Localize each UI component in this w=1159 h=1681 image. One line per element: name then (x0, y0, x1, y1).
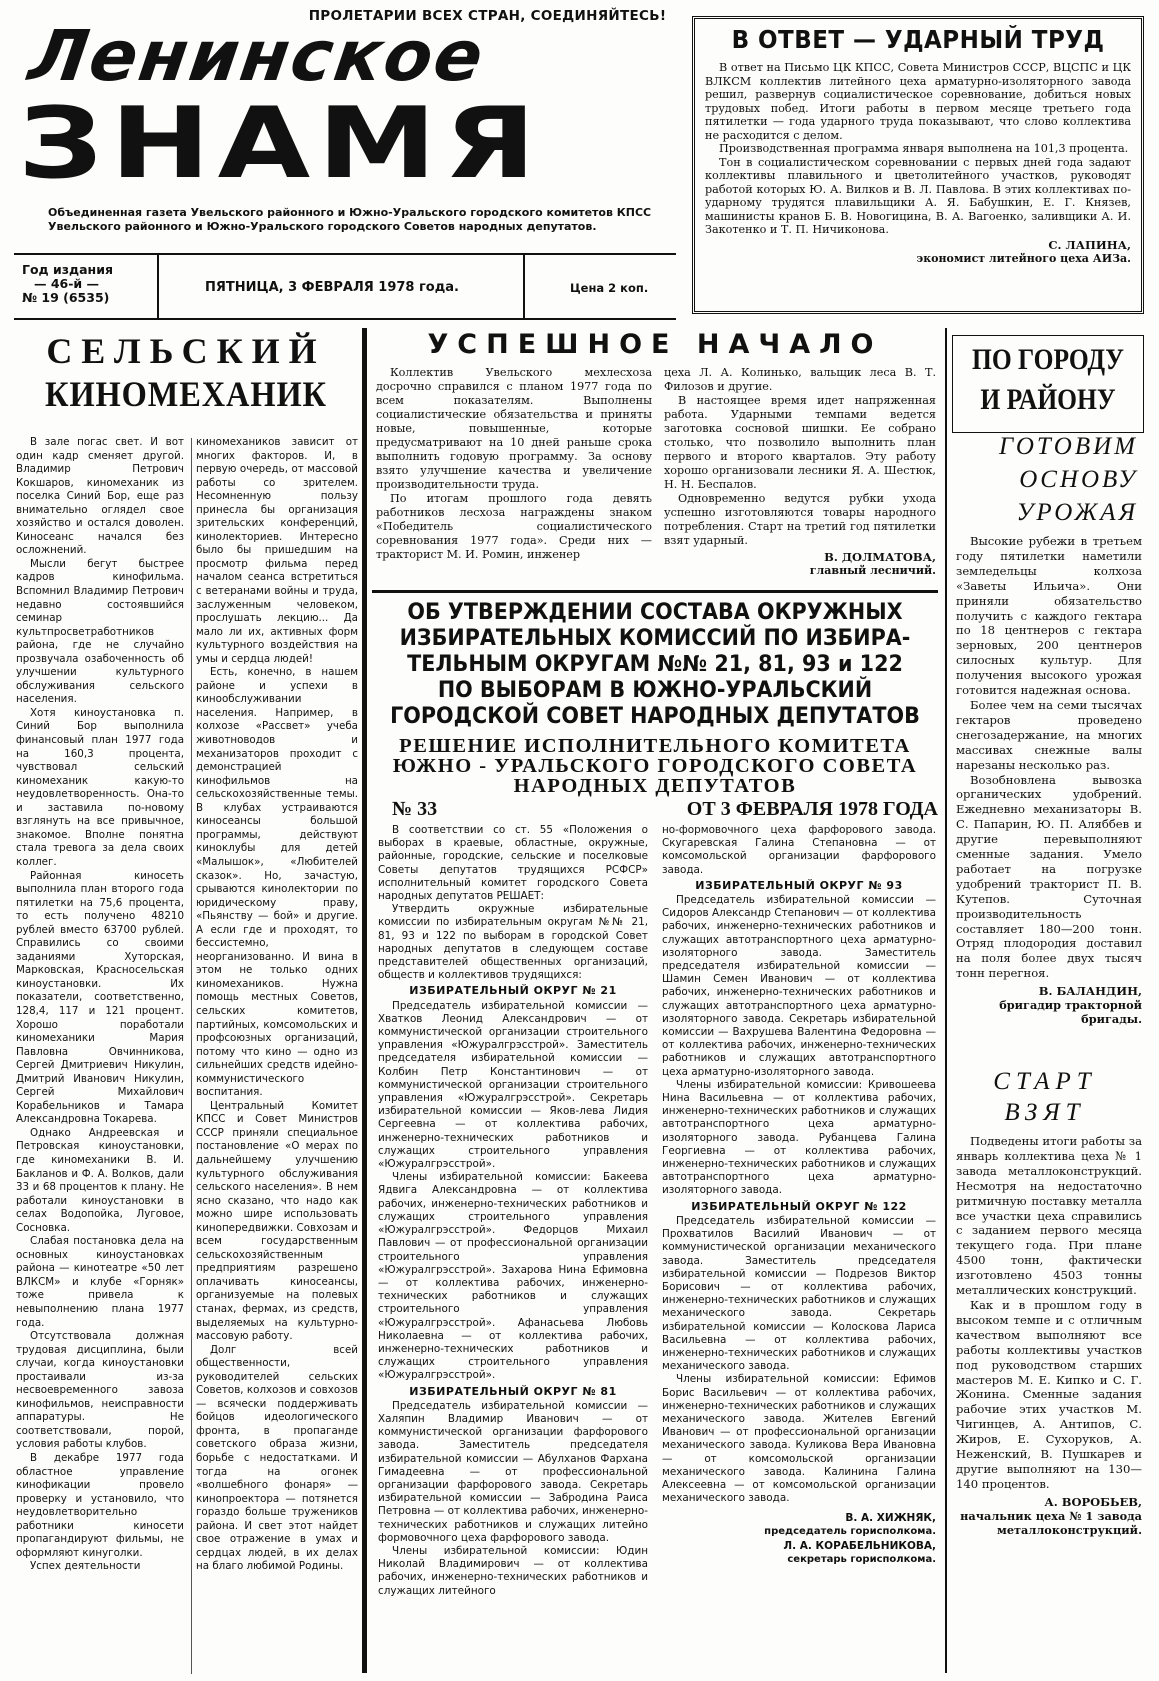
newspaper-title-line1: Ленинское (24, 15, 490, 97)
district-93-heading: ИЗБИРАТЕЛЬНЫЙ ОКРУГ № 93 (695, 878, 903, 892)
sub1-line: ОСНОВУ (1019, 466, 1138, 493)
masthead-subtitle: Объединенная газета Увельского районного и Южно-Уральского городского комитетов КПСС Увельского районного и Южно-Уральского городского Советов народных депутатов. (48, 206, 652, 233)
paragraph: Председатель избирательной комиссии — Халяпин Владимир Иванович — от коммунистической организации фарфорового завода. Заместитель председателя избирательной комиссии — Абулханов Фархана Гимадеевна — от профессиональной организации фарфорового завода. Секретарь избирательной комиссии — Забродина Раиса Петровна — от коллектива рабочих, инженерно-технических работников и служащих литейно формовочного цеха фарфорового завода. (378, 1399, 648, 1544)
sub2-signature: А. ВОРОБЬЕВ, (1044, 1494, 1142, 1509)
paragraph: Как и в прошлом году в высоком темпе и с отличным качеством выполняют все работы коллективы участков под руководством старших мастеров М. Е. Кипко и С. Г. Жонина. Сменные задания рабочие этих участков М. Чигинцев, А. Антипов, С. Жиров, Е. Сухоруков, А. Неженский, В. Пушкарев и другие выполняют на 130—140 процентов. (956, 1297, 1142, 1491)
box-article-body (705, 61, 1131, 237)
sub2-signature-role: начальник цеха № 1 завода металлоконструкций. (960, 1508, 1142, 1537)
paragraph: В декабре 1977 года областное управление кинофикации провело проверку и установило, что неудовлетворительно работники киносети пропагандируют фильмы, не оформляют кинуголки. (16, 1452, 184, 1559)
sub1-signature: В. БАЛАНДИН, (1038, 984, 1142, 999)
sub2-body (956, 1134, 1142, 1537)
center-top-signature: В. ДОЛМАТОВА, (824, 550, 936, 564)
year-label: Год издания (22, 262, 113, 277)
subhead-line: ЮЖНО - УРАЛЬСКОГО ГОРОДСКОГО СОВЕТА (392, 755, 918, 777)
paragraph: но-формовочного цеха фарфорового завода. Скугаревская Галина Степановна — от комсомольской организации фарфорового завода. (662, 824, 936, 876)
left-title-line2: КИНОМЕХАНИК (45, 374, 327, 414)
center-top-signature-role: главный лесничий. (809, 564, 936, 577)
paragraph: Председатель избирательной комиссии — Сидоров Александр Степанович — от коллектива рабочих, инженерно-технических работников и служащих автотранспортного цеха арматурно-изоляторного завода. Заместитель председателя избирательной комиссии — Шамин Семен Иванович — от коллектива рабочих, инженерно-технических работников и служащих автотранспортного цеха арматурно-изоляторного завода. Секретарь избирательной комиссии — Вахрушева Валентина Федоровна — от коллектива рабочих, инженерно-технических работников и служащих автотранспортного цеха арматурно-изоляторного завода. (662, 894, 936, 1078)
paragraph: В настоящее время идет напряженная работа. Ударными темпами ведется заготовка сосновой шишки. Ее собрано столько, что позволило выполнить план первого и второго кварталов. Эту работу хорошо организовали лесники Я. А. Шестюк, Н. Н. Беспалов. (664, 394, 936, 491)
box-article (692, 16, 1144, 314)
district-122-heading: ИЗБИРАТЕЛЬНЫЙ ОКРУГ № 122 (691, 1199, 907, 1213)
masthead-rule-bottom (14, 318, 676, 320)
decision-col1 (378, 824, 648, 1664)
paragraph: Члены избирательной комиссии: Ефимов Борис Васильевич — от коллектива рабочих, инженерно-технических работников и служащих механического завода. Жителев Евгений Иванович — от профессиональной организации механического завода. Куликова Вера Ивановна — от комсомольской организации механического завода. Калинина Галина Алексеевна — от комсомольской организации механического завода. (662, 1373, 936, 1505)
paragraph: Слабая постановка дела на основных киноустановках района — кинотеатре «50 лет ВЛКСМ» и клубе «Горняк» тоже привела к невыполнению плана 1977 года. (16, 1235, 184, 1329)
column-rule-left (362, 328, 367, 1673)
paragraph: Члены избирательной комиссии: Бакеева Ядвига Александровна — от коллектива рабочих, инженерно-технических работников и служащих строительного управления «Южуралгрэсстрой». Федорцов Михаил Павлович — от профессиональной организации строительного управления «Южуралгрэсстрой». Захарова Нина Ефимовна — от коллектива рабочих, инженерно-технических работников и служащих строительного управления «Южуралгрэсстрой». Афанасьева Любовь Николаевна — от коллектива рабочих, инженерно-технических работников и служащих строительного управления «Южуралгрэсстрой». (378, 1171, 648, 1382)
left-article-col1 (16, 436, 184, 1676)
decision-signature-1: В. А. ХИЖНЯК, (845, 1512, 936, 1525)
paragraph: Члены избирательной комиссии: Юдин Николай Владимирович — от коллектива рабочих, инженерно-технических работников и служащих литейного (378, 1544, 648, 1597)
box-article-title: В ОТВЕТ — УДАРНЫЙ ТРУД (731, 25, 1105, 54)
paragraph: Председатель избирательной комиссии — Хватков Леонид Александрович — от коммунистической организации строительного управления «Южуралгрэсстрой». Заместитель председателя избирательной комиссии — Колбин Петр Константинович — от коммунистической организации строительного управления «Южуралгрэсстрой». Секретарь избирательной комиссии — Яков-лева Лидия Сергеевна — от коллектива рабочих, инженерно-технических работников и служащих строительного управления «Южуралгрэсстрой». (378, 999, 648, 1171)
right-title-line2: И РАЙОНУ (980, 383, 1116, 416)
sub1-line: ГОТОВИМ (998, 433, 1138, 460)
paragraph: Тон в социалистическом соревновании с первых дней года задают коллективы плавильного и цветолитейного участков, руководят работой которых Ю. А. Вилков и В. Л. Павлова. В этих коллективах по-ударному трудятся плавильщики А. Я. Бабушкин, Е. Г. Князев, машинисты кранов Б. В. Новогицина, В. А. Вагоенко, заливщики А. И. Закотенко и Т. П. Ничиконова. (705, 155, 1131, 236)
decision-col2 (662, 824, 936, 1664)
center-top-col1 (376, 366, 652, 562)
sub2-line: СТАРТ (993, 1068, 1097, 1095)
headline-line: ТЕЛЬНЫМ ОКРУГАМ №№ 21, 81, 93 и 122 (407, 652, 903, 677)
year-value: — 46-й — (34, 276, 100, 291)
paragraph: Районная киносеть выполнила план второго года пятилетки на 75,6 процента, то есть получено 48210 рублей вместо 63700 рублей. Справились со своими заданиями Хуторская, Марковская, Красносельская киноустановки. Их показатели, соответственно, 128,4, 117 и 121 процент. Хорошо поработали киномеханики Мария Павловна Овчинникова, Сергей Дмитриевич Никулин, Дмитрий Иванович Никулин, Сергей Михайлович Корабельников и Тамара Александровна Токарева. (16, 869, 184, 1126)
headline-line: ПО ВЫБОРАМ В ЮЖНО-УРАЛЬСКИЙ (437, 678, 873, 703)
paragraph: По итогам прошлого года девять работников лесхоза награждены знаком «Победитель социалистического соревнования 1977 года». Среди них — тракторист М. И. Ромин, инженер (376, 492, 652, 561)
sub2-heading (952, 1066, 1138, 1128)
district-21-heading: ИЗБИРАТЕЛЬНЫЙ ОКРУГ № 21 (409, 984, 617, 998)
sub1-line: УРОЖАЯ (1016, 499, 1138, 526)
paragraph: Есть, конечно, в нашем районе и успехи в кинообслуживании населения. Например, в колхозе «Рассвет» учеба животноводов и механизаторов проходит с демонстрацией кинофильмов на сельскохозяйственные темы. В клубах устраиваются киносеансы большой программы, действуют киноклубы для детей «Малышок», «Любителей сказок». Но, зачастую, срываются кинолектории по юридическому праву, «Пьянству — бой» и другие. А если где и проходят, то бессистемно, неорганизованно. И вина в этом не только одних киномехаников. Нужна помощь местных Советов, сельских комитетов, партийных, комсомольских и профсоюзных организаций, потому что кино — одно из сильнейших средств идейно-коммунистического воспитания. (196, 666, 358, 1099)
left-article-title (16, 330, 356, 416)
paragraph: Центральный Комитет КПСС и Совет Министров СССР приняли специальное постановление «О мерах по дальнейшему улучшению культурного обслуживания сельского населения». В нем ясно сказано, что надо как можно шире использовать кинопередвижки. Совхозам и всем государственным сельскохозяйственным предприятиям разрешено оплачивать киносеансы, организуемые на полевых станах, фермах, из средств, выделяемых на культурно-массовую работу. (196, 1099, 358, 1343)
paragraph: Успех деятельности (30, 1560, 141, 1573)
paragraph: В соответствии со ст. 55 «Положения о выборах в краевые, областные, окружные, районные, городские, сельские и поселковые Советы депутатов трудящихся РСФСР» исполнительный комитет городского Совета народных депутатов РЕШАЕТ: (378, 824, 648, 903)
district-81-heading: ИЗБИРАТЕЛЬНЫЙ ОКРУГ № 81 (409, 1384, 617, 1398)
headline-line: ОБ УТВЕРЖДЕНИИ СОСТАВА ОКРУЖНЫХ (407, 600, 903, 625)
paragraph: Председатель избирательной комиссии — Прохватилов Василий Иванович — от коммунистической организации механического завода. Заместитель председателя избирательной комиссии — Подрезов Виктор Борисович — от коллектива рабочих, инженерно-технических работников и служащих механического завода. Секретарь избирательной комиссии — Колоскова Лариса Васильевна — от коллектива рабочих, инженерно-технических работников и служащих механического завода. (662, 1214, 936, 1373)
decision-signature-2: Л. А. КОРАБЕЛЬНИКОВА, (783, 1540, 936, 1553)
decision-signature-2-role: секретарь горисполкома. (787, 1554, 936, 1566)
slogan: ПРОЛЕТАРИИ ВСЕХ СТРАН, СОЕДИНЯЙТЕСЬ! (308, 8, 667, 24)
paragraph: цеха Л. А. Колинько, вальщик леса В. Т. Филозов и другие. (664, 366, 936, 393)
paragraph: Долг всей общественности, руководителей сельских Советов, колхозов и совхозов — всячески поддерживать бойцов идеологического фронта, в пропаганде советского образа жизни, борьбе с недостатками. И тогда на огонек «волшебного фонаря» — кинопроектора — потянется гораздо больше тружеников района. И свет этот найдет свое отражение в умах и сердцах людей, в их делах на благо любимой Родины. (196, 1343, 358, 1573)
right-column-title-box (952, 335, 1144, 433)
box-article-signature-role: экономист литейного цеха АИЗа. (916, 251, 1131, 265)
paragraph: Отсутствовала должная трудовая дисциплина, были случаи, когда киноустановки простаивали из-за несвоевременного завоза кинофильмов, неисправности аппаратуры. Не соответствовали, порой, условия работы клубов. (16, 1330, 184, 1451)
headline-line: ИЗБИРАТЕЛЬНЫХ КОМИССИЙ ПО ИЗБИРА- (399, 626, 911, 651)
paragraph: Производственная программа января выполнена на 101,3 процента. (719, 142, 1129, 155)
paragraph: Однако Андреевская и Петровская киноустановки, где киномеханики В. И. Бакланов и Ф. А. Волков, дали 33 и 68 процентов к плану. Не работали киноустановки в селах Водопойка, Луговое, Сосновка. (16, 1126, 184, 1234)
newspaper-title-line2: ЗНАМЯ (18, 87, 544, 201)
subhead-line: НАРОДНЫХ ДЕПУТАТОВ (513, 775, 797, 797)
column-rule-right (945, 328, 947, 1673)
sub1-heading (952, 430, 1138, 529)
paragraph: Подведены итоги работы за январь коллектива цеха № 1 завода металлоконструкций. Несмотря на недостаточно ритмичную поставку металла все участки цеха справились с заданием первого месяца текущего года. При плане 4500 тонн, фактически изготовлено 4503 тонны металлических конструкций. (956, 1134, 1142, 1298)
paragraph: В зале погас свет. И вот один кадр сменяет другой. Владимир Петрович Кокшаров, киномеханик из поселка Синий Бор, еще раз внимательно оглядел свое хозяйство и остался доволен. Киносеанс начался без осложнений. (16, 436, 184, 557)
paragraph: Хотя киноустановка п. Синий Бор выполнила финансовый план 1977 года на 160,3 процента, чувствовал сельский киномеханик какую-то неудовлетворенность. Она-то и заставила по-новому взглянуть на все привычное, знакомое. Вполне понятна стала тревога за дела своих коллег. (16, 706, 184, 868)
paragraph: Одновременно ведутся рубки ухода успешно изготовляются товары народного потребления. Старт на третий год пятилетки взят ударный. (664, 492, 936, 547)
paragraph: Возобновлена вывозка органических удобрений. Ежедневно механизаторы В. С. Папарин, Ю. П. Аляббев и другие перевыполняют сменные задания. Умело работает на погрузке удобрений тракторист П. В. Кутепов. Суточная производительность составляет 180—200 тонн. Отряд плодородия доставил на поля более двух тысяч тонн перегноя. (956, 772, 1142, 981)
decision-signature-1-role: председатель горисполкома. (764, 1526, 936, 1538)
sub2-line: ВЗЯТ (1004, 1099, 1086, 1126)
subhead-line: РЕШЕНИЕ ИСПОЛНИТЕЛЬНОГО КОМИТЕТА (399, 735, 911, 757)
price: Цена 2 коп. (570, 281, 649, 295)
paragraph: Коллектив Увельского мехлесхоза досрочно справился с планом 1977 года по всем показателям. Выполнены социалистические обязательства и приняты новые, повышенные, которые предусматривают на 10 дней раньше срока выполнить годовую программу. За основу взято улучшение качества и увеличение производительности труда. (376, 366, 652, 491)
paragraph: Высокие рубежи в третьем году пятилетки наметили земледельцы колхоза «Заветы Ильича». Они приняли обязательство получить с каждого гектара по 18 центнеров с гектара зерновых, 200 центнеров силосных культур. Для получения высокого урожая готовится надежная основа. (956, 534, 1142, 698)
paragraph: Более чем на семи тысячах гектаров проведено снегозадержание, на многих массивах снежные валы нарезаны несколько раз. (956, 697, 1142, 772)
paragraph: Члены избирательной комиссии: Кривошеева Нина Васильевна — от коллектива рабочих, инженерно-технических работников и служащих автотранспортного цеха арматурно-изоляторного завода. Рубанцева Галина Георгиевна — от коллектива рабочих, инженерно-технических работников и служащих автотранспортного цеха арматурно-изоляторного завода. (662, 1078, 936, 1197)
sub1-signature-role: бригадир тракторной бригады. (999, 998, 1142, 1027)
paragraph: киномехаников зависит от многих факторов. И, в первую очередь, от массовой работы со зрителем. Несомненную пользу принесла бы организация зрительских конференций, кинолекториев. Интересно было бы пришедшим на просмотр фильма перед началом сеанса встретиться с ветеранами войны и труда, заслуженным человеком, прослушать лекцию... Да мало ли их, активных форм культурного воздействия на умы и сердца людей! (196, 436, 358, 665)
masthead-rule-top (14, 253, 676, 255)
issue-number: № 19 (6535) (22, 290, 110, 305)
decision-number: № 33 (392, 798, 438, 820)
left-title-line1: СЕЛЬСКИЙ (46, 331, 326, 371)
paragraph: Утвердить окружные избирательные комиссии по избирательным округам №№ 21, 81, 93 и 122 по выборам в городской Совет народных депутатов в следующем составе представителей общественных организаций, обществ и коллективов трудящихся: (378, 903, 648, 982)
decision-headline (389, 600, 921, 730)
center-top-title: УСПЕШНОЕ НАЧАЛО (427, 329, 883, 360)
paragraph: Мысли бегут быстрее кадров кинофильма. Вспомнил Владимир Петрович недавно состоявшийся семинар культпросветработников района, где не случайно прозвучала озабоченность об улучшении культурного обслуживания сельского населения. (16, 557, 184, 706)
left-article-col2 (196, 436, 358, 1676)
decision-subhead (372, 736, 938, 796)
center-top-col2 (664, 366, 936, 578)
issue-date: ПЯТНИЦА, 3 ФЕВРАЛЯ 1978 года. (205, 280, 459, 295)
right-title-line1: ПО ГОРОДУ (971, 343, 1125, 376)
box-article-signature: С. ЛАПИНА, (1048, 237, 1131, 252)
decision-date: ОТ 3 ФЕВРАЛЯ 1978 ГОДА (686, 798, 938, 820)
sub1-body (956, 534, 1142, 1026)
headline-line: ГОРОДСКОЙ СОВЕТ НАРОДНЫХ ДЕПУТАТОВ (390, 704, 920, 729)
paragraph: В ответ на Письмо ЦК КПСС, Совета Министров СССР, ВЦСПС и ЦК ВЛКСМ коллектив литейного цеха арматурно-изоляторного завода решил, развернув социалистическое соревнование, добиться новых трудовых побед. Итоги работы в первом месяце третьего года пятилетки — года ударного труда показывают, что слово коллектива не расходится с делом. (705, 61, 1131, 142)
